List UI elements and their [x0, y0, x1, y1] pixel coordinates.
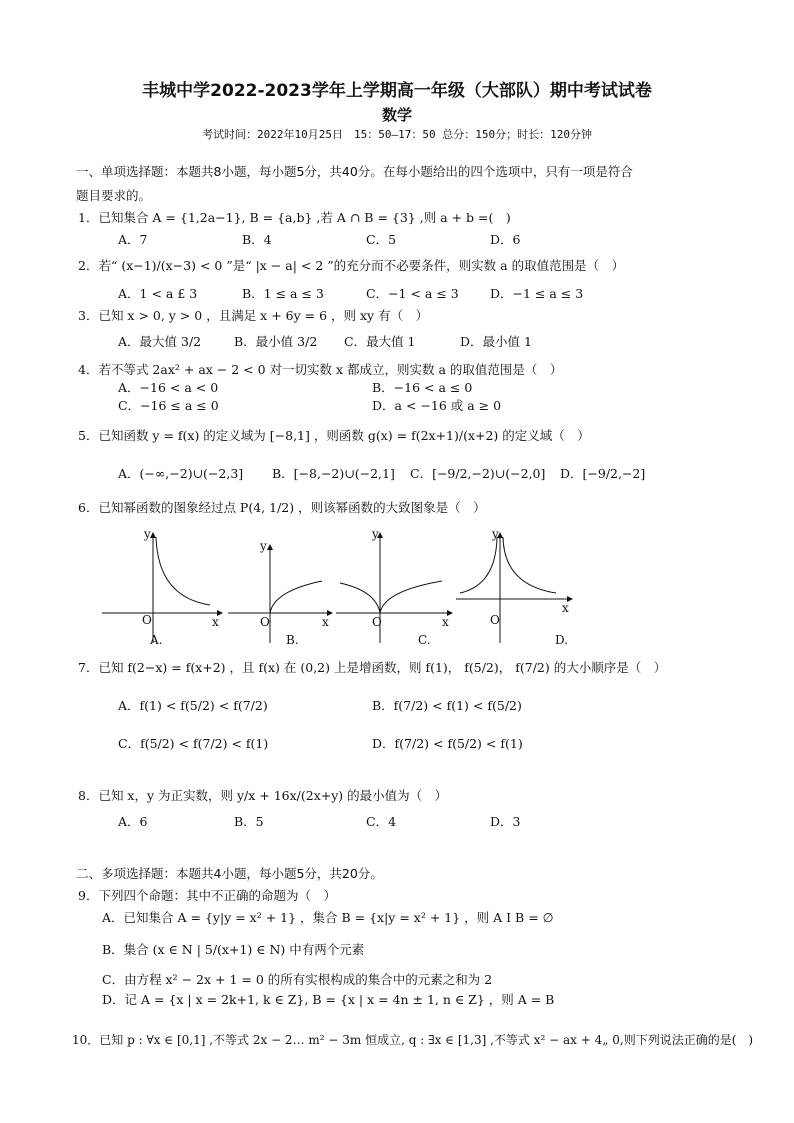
power-function-graphs — [100, 525, 580, 650]
q2-option-b[interactable]: B．1 ≤ a ≤ 3 — [242, 286, 324, 301]
exam-subject: 数学 — [381, 106, 412, 124]
section1-heading: 一、单项选择题：本题共8小题，每小题5分，共40分。在每小题给出的四个选项中，只有一项是符合 — [76, 164, 633, 179]
exam-meta: 考试时间：2022年10月25日 15：50—17：50 总分：150分；时长：120分钟 — [202, 128, 592, 141]
q3-option-d[interactable]: D．最小值 1 — [460, 334, 532, 349]
q4-option-c[interactable]: C．−16 ≤ a ≤ 0 — [118, 398, 219, 413]
q8-option-c[interactable]: C．4 — [366, 814, 397, 829]
q4-option-a[interactable]: A．−16 < a < 0 — [118, 380, 219, 395]
q9-option-c[interactable]: C．由方程 x² − 2x + 1 = 0 的所有实根构成的集合中的元素之和为 2 — [102, 972, 493, 987]
q2-option-d[interactable]: D．−1 ≤ a ≤ 3 — [490, 286, 584, 301]
graph-d-x-label: x — [562, 601, 569, 615]
graph-b-origin: O — [260, 615, 270, 629]
graph-a[interactable] — [102, 533, 222, 643]
q8-option-b[interactable]: B．5 — [234, 814, 264, 829]
q8-option-d[interactable]: D．3 — [490, 814, 521, 829]
q1-option-c[interactable]: C．5 — [366, 232, 397, 247]
graph-c-label[interactable]: C. — [418, 633, 431, 647]
q7-option-c[interactable]: C．f(5/2) < f(7/2) < f(1) — [118, 736, 269, 751]
graph-b[interactable] — [228, 545, 332, 643]
q9-option-d[interactable]: D．记 A = {x | x = 2k+1, k ∈ Z}, B = {x | x = 4n ± 1, n ∈ Z} ，则 A = B — [102, 992, 555, 1007]
graph-b-y-label: y — [260, 539, 267, 553]
q3-option-b[interactable]: B．最小值 3/2 — [234, 334, 318, 349]
graph-c-origin: O — [372, 615, 382, 629]
q7-option-d[interactable]: D．f(7/2) < f(5/2) < f(1) — [372, 736, 523, 751]
section2-heading: 二、多项选择题：本题共4小题，每小题5分，共20分。 — [76, 866, 383, 881]
exam-title: 丰城中学2022-2023学年上学期高一年级（大部队）期中考试试卷 — [142, 81, 652, 101]
graph-d-y-label: y — [492, 527, 499, 541]
q4-option-d[interactable]: D．a < −16 或 a ≥ 0 — [372, 398, 502, 413]
q1-option-a[interactable]: A．7 — [118, 232, 148, 247]
q7-option-a[interactable]: A．f(1) < f(5/2) < f(7/2) — [118, 698, 268, 713]
q1-option-d[interactable]: D．6 — [490, 232, 521, 247]
graph-a-origin: O — [142, 613, 152, 627]
q4-option-b[interactable]: B．−16 < a ≤ 0 — [372, 380, 473, 395]
question-3: 3．已知 x > 0, y > 0 ，且满足 x + 6y = 6 ，则 xy 有（ ） — [78, 308, 429, 323]
q6-graph-options — [100, 525, 580, 650]
graph-b-x-label: x — [322, 615, 329, 629]
graph-d[interactable] — [456, 533, 572, 643]
q1-option-b[interactable]: B．4 — [242, 232, 272, 247]
section1-heading-cont: 题目要求的。 — [76, 188, 152, 203]
graph-d-origin: O — [490, 613, 500, 627]
question-4: 4．若不等式 2ax² + ax − 2 < 0 对一切实数 x 都成立，则实数 a 的取值范围是（ ） — [78, 362, 563, 377]
q5-option-a[interactable]: A．(−∞,−2)∪(−2,3] — [118, 466, 244, 481]
question-9: 9．下列四个命题：其中不正确的命题为（ ） — [78, 888, 336, 903]
q3-option-c[interactable]: C．最大值 1 — [344, 334, 416, 349]
q5-option-c[interactable]: C．[−9/2,−2)∪(−2,0] — [410, 466, 546, 481]
graph-a-x-label: x — [212, 615, 219, 629]
q9-option-a[interactable]: A．已知集合 A = {y|y = x² + 1} ，集合 B = {x|y = x² + 1} ，则 A I B = ∅ — [102, 910, 554, 925]
question-10: 10．已知 p : ∀x ∈ [0,1] ,不等式 2x − 2… m² − 3m 恒成立, q : ∃x ∈ [1,3] ,不等式 x² − ax + 4„ 0,则下列说法正确的是( ) — [72, 1033, 754, 1047]
question-1: 1．已知集合 A = {1,2a−1}, B = {a,b} ,若 A ∩ B = {3} ,则 a + b =( ) — [78, 210, 511, 225]
q2-option-c[interactable]: C．−1 < a ≤ 3 — [366, 286, 459, 301]
graph-d-label[interactable]: D. — [555, 633, 569, 647]
question-2: 2．若“ (x−1)/(x−3) < 0 ”是“ |x − a| < 2 ”的充分而不必要条件，则实数 a 的取值范围是（ ） — [78, 258, 625, 273]
question-5: 5．已知函数 y = f(x) 的定义域为 [−8,1] ，则函数 g(x) = f(2x+1)/(x+2) 的定义域（ ） — [78, 428, 590, 443]
q2-option-a[interactable]: A．1 < a £ 3 — [118, 286, 198, 301]
q5-option-b[interactable]: B．[−8,−2)∪(−2,1] — [272, 466, 395, 481]
graph-a-y-label: y — [144, 527, 151, 541]
q9-option-b[interactable]: B．集合 (x ∈ N | 5/(x+1) ∈ N) 中有两个元素 — [102, 942, 365, 957]
q3-option-a[interactable]: A．最大值 3/2 — [118, 334, 202, 349]
question-8: 8．已知 x，y 为正实数，则 y/x + 16x/(2x+y) 的最小值为（ ） — [78, 788, 448, 803]
graph-a-label[interactable]: A. — [150, 633, 163, 647]
question-7: 7．已知 f(2−x) = f(x+2) ，且 f(x) 在 (0,2) 上是增函数，则 f(1)， f(5/2)， f(7/2) 的大小顺序是（ ） — [78, 660, 667, 675]
q7-option-b[interactable]: B．f(7/2) < f(1) < f(5/2) — [372, 698, 522, 713]
graph-c-y-label: y — [372, 527, 379, 541]
graph-b-label[interactable]: B. — [286, 633, 299, 647]
q5-option-d[interactable]: D．[−9/2,−2] — [560, 466, 646, 481]
question-6: 6．已知幂函数的图象经过点 P(4, 1/2) ，则该幂函数的大致图象是（ ） — [78, 500, 486, 515]
graph-c-x-label: x — [442, 615, 449, 629]
graph-c[interactable] — [336, 533, 452, 643]
q8-option-a[interactable]: A．6 — [118, 814, 148, 829]
